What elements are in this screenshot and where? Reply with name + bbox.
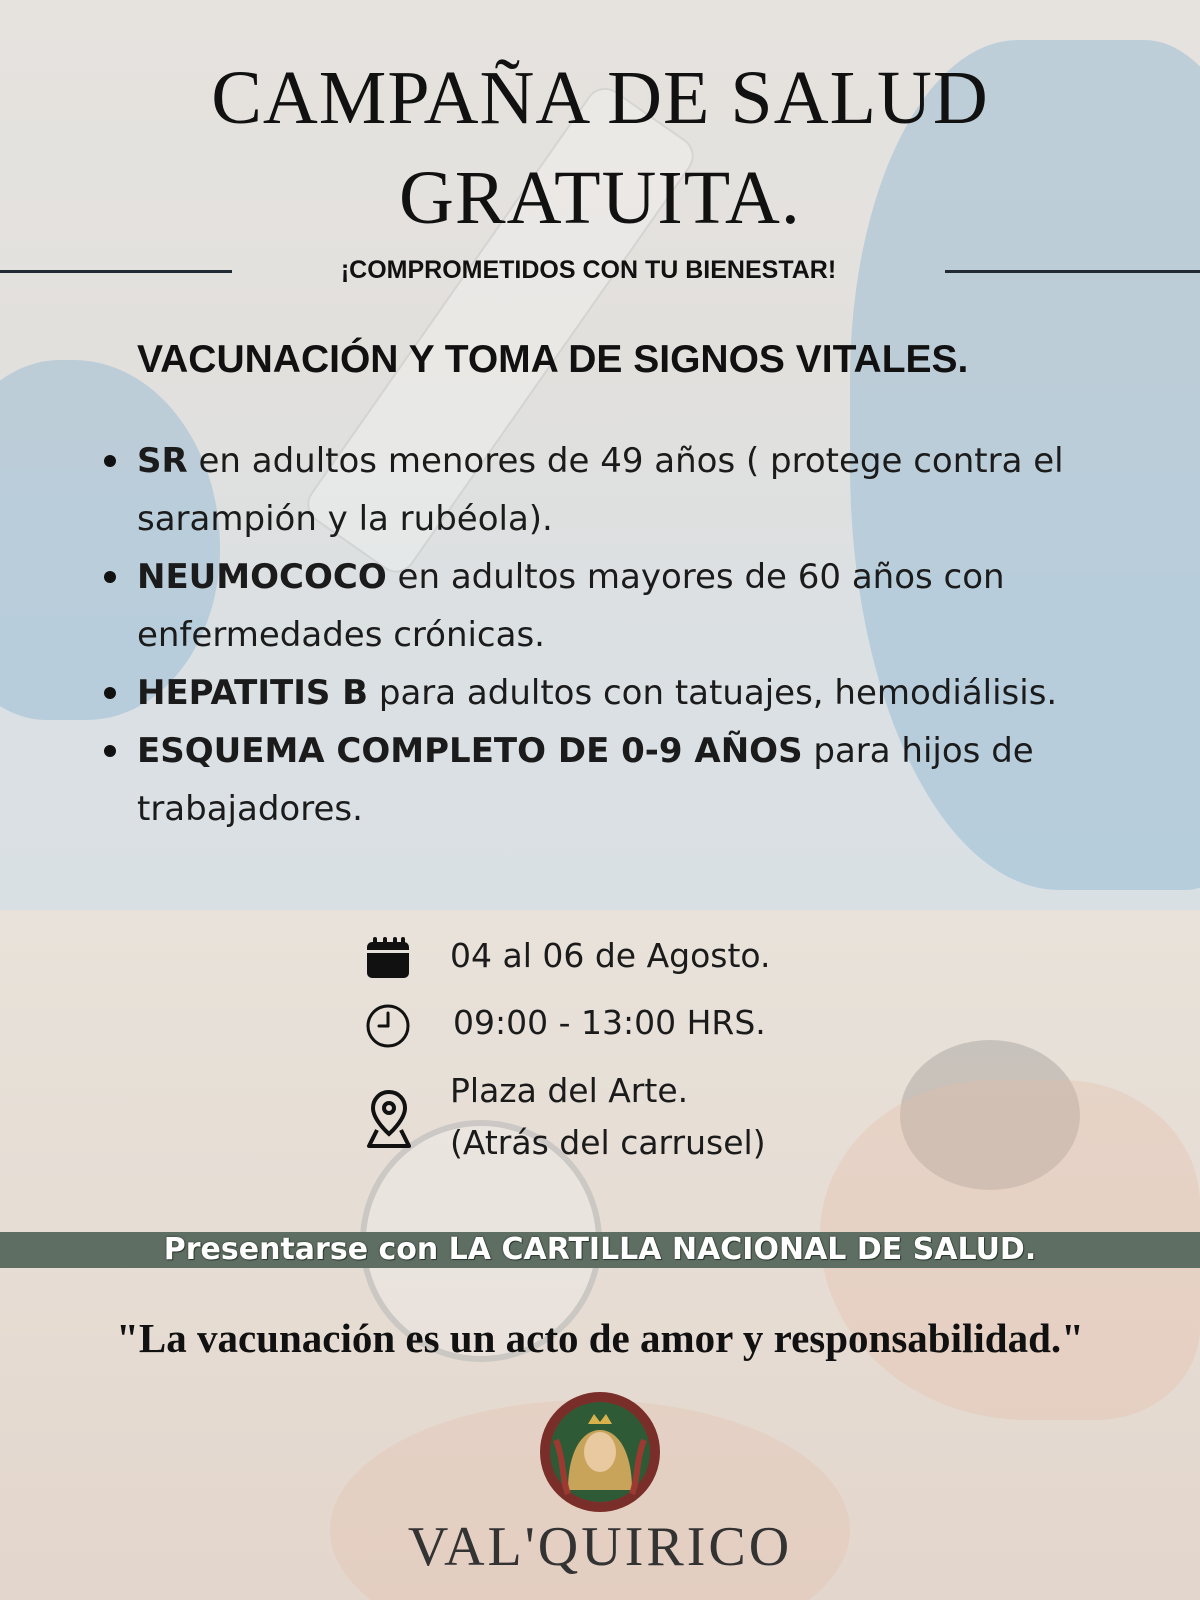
location-line-2: (Atrás del carrusel): [450, 1123, 766, 1162]
vaccine-description: para adultos con tatuajes, hemodiálisis.: [368, 673, 1058, 713]
vaccine-name: SR: [137, 441, 188, 481]
vaccine-description: en adultos menores de 49 años ( protege contra el sarampión y la rubéola).: [137, 441, 1064, 539]
list-item: [100, 664, 1160, 722]
vaccine-description: en adultos mayores de 60 años con enfermedades crónicas.: [137, 557, 1005, 655]
calendar-icon: [365, 936, 411, 988]
bullet-icon: [104, 571, 116, 583]
title-line-1: CAMPAÑA DE SALUD: [211, 56, 989, 140]
map-pin-icon: [365, 1088, 413, 1158]
vaccine-name: HEPATITIS B: [137, 673, 369, 713]
list-item: [100, 548, 1160, 664]
date-text: 04 al 06 de Agosto.: [450, 936, 771, 975]
requirement-text: Presentarse con LA CARTILLA NACIONAL DE SALUD.: [163, 1232, 1037, 1267]
vaccine-description: para hijos de trabajadores.: [137, 731, 1034, 829]
location-line-1: Plaza del Arte.: [450, 1071, 689, 1110]
tagline: ¡COMPROMETIDOS CON TU BIENESTAR!: [340, 256, 837, 284]
location-text: [450, 1065, 766, 1169]
vaccine-name: NEUMOCOCO: [137, 557, 387, 597]
brand-wordmark: VAL'QUIRICO: [407, 1516, 793, 1578]
divider-right: [945, 270, 1200, 273]
list-item: [100, 722, 1160, 838]
vaccine-list: [100, 432, 1160, 838]
vaccine-name: ESQUEMA COMPLETO DE 0-9 AÑOS: [137, 731, 803, 771]
brand-logo-emblem: [538, 1390, 662, 1514]
list-item: [100, 432, 1160, 548]
divider-left: [0, 270, 232, 273]
clock-icon: [365, 1003, 411, 1057]
bullet-icon: [104, 687, 116, 699]
bullet-icon: [104, 455, 116, 467]
page-title: [0, 48, 1200, 248]
section-heading: VACUNACIÓN Y TOMA DE SIGNOS VITALES.: [137, 338, 969, 381]
bullet-icon: [104, 745, 116, 757]
campaign-quote: "La vacunación es un acto de amor y responsabilidad.": [116, 1315, 1084, 1361]
time-text: 09:00 - 13:00 HRS.: [453, 1003, 766, 1042]
title-line-2: GRATUITA.: [399, 156, 801, 240]
